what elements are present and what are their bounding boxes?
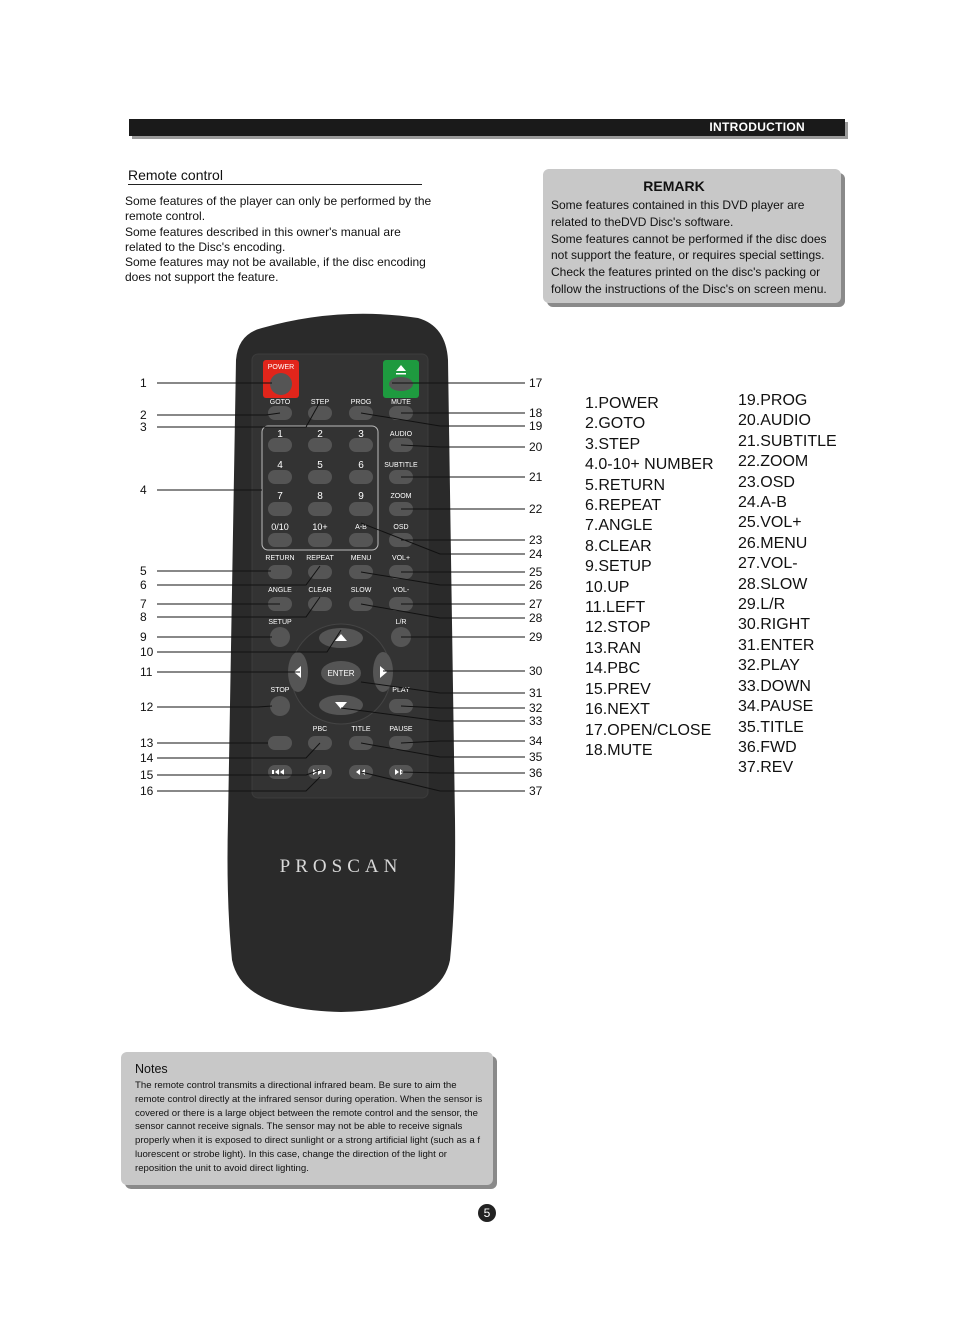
legend-item: 1.POWER: [585, 395, 659, 412]
n4-button[interactable]: [268, 470, 292, 484]
n1-label: 1: [277, 429, 283, 440]
slow-label: SLOW: [350, 587, 372, 594]
callout-number: 6: [140, 578, 147, 592]
callout-number: 25: [529, 565, 543, 579]
legend-item: 15.PREV: [585, 680, 651, 698]
legend-list-left: [585, 394, 714, 761]
stop-button[interactable]: [270, 696, 290, 716]
lr-label: L/R: [395, 619, 407, 626]
callout-number: 33: [529, 714, 543, 728]
legend-item: 33.DOWN: [738, 677, 811, 695]
callout-number: 8: [140, 610, 147, 624]
legend-item: 37.REV: [738, 759, 794, 777]
volup-label: VOL+: [391, 555, 411, 562]
n9-button[interactable]: [349, 502, 373, 516]
callout-number: 17: [529, 376, 543, 390]
ran-button[interactable]: [268, 736, 292, 750]
legend-item: 23.OSD: [738, 473, 795, 491]
ab-button[interactable]: [349, 533, 373, 547]
n5-button[interactable]: [308, 470, 332, 484]
legend-item: 36.FWD: [738, 738, 797, 756]
legend-item: 26.MENU: [738, 534, 808, 552]
callout-number: 30: [529, 664, 543, 678]
legend-item: 17.OPEN/CLOSE: [585, 721, 712, 739]
callout-number: 9: [140, 630, 147, 644]
legend-item: 8.CLEAR: [585, 537, 652, 555]
legend-item: 34.PAUSE: [738, 698, 814, 716]
subtitle-label: SUBTITLE: [384, 462, 418, 469]
n10plus-button[interactable]: [308, 533, 332, 547]
notes-text: The remote control transmits a directional infrared beam. Be sure to aim the remote control directly at the infrared sensor during operation. When the sensor is covered or there is a large object between the remote control and the sensor, the sensor cannot receive signals. The sensor may not be able to receive signals properly when it is exposed to direct sunlight or a strong artificial light (such as a f luorescent or strobe light). In this case, change the direction of the light or reposition the unit to avoid direct lighting.: [135, 1080, 483, 1174]
legend-item: 4.0-10+ NUMBER: [585, 456, 714, 474]
legend-item: 7.ANGLE: [585, 517, 653, 535]
n10-label: 0/10: [271, 522, 289, 532]
callout-number: 14: [140, 751, 154, 765]
legend-item: 3.STEP: [585, 435, 641, 453]
legend-item: 16.NEXT: [585, 701, 650, 719]
legend-item: 25.VOL+: [738, 514, 802, 532]
callout-number: 10: [140, 645, 154, 659]
n10plus-label: 10+: [312, 522, 328, 532]
voldown-label: VOL-: [392, 587, 410, 594]
callout-number: 36: [529, 766, 543, 780]
osd-label: OSD: [393, 524, 409, 531]
callout-number: 12: [140, 700, 154, 714]
legend-item: 13.RAN: [585, 639, 642, 657]
setup-label: SETUP: [268, 619, 292, 626]
legend-item: 22.ZOOM: [738, 453, 809, 471]
n8-label: 8: [317, 491, 323, 502]
legend-item: 30.RIGHT: [738, 616, 811, 634]
callout-number: 5: [140, 564, 147, 578]
legend-item: 12.STOP: [585, 619, 651, 637]
intro-line: Some features may not be available, if the disc encoding does not support the feature.: [125, 255, 426, 285]
repeat-label: REPEAT: [306, 555, 334, 562]
title-label: TITLE: [351, 726, 371, 733]
remark-line: Some features contained in this DVD player are related to theDVD Disc's software.: [551, 198, 805, 229]
callout-line: [401, 772, 525, 773]
callout-number: 35: [529, 750, 543, 764]
callout-number: 4: [140, 483, 147, 497]
notes-title: Notes: [135, 1062, 168, 1076]
open-close-button[interactable]: [389, 377, 413, 391]
callout-number: 21: [529, 470, 543, 484]
legend-item: 27.VOL-: [738, 555, 798, 573]
callout-number: 7: [140, 597, 147, 611]
n1-button[interactable]: [268, 438, 292, 452]
callout-number: 31: [529, 686, 543, 700]
remark-line: Some features cannot be performed if the disc does not support the feature, or requires special settings.: [551, 231, 827, 263]
mute-label: MUTE: [391, 399, 411, 406]
n8-button[interactable]: [308, 502, 332, 516]
n9-label: 9: [358, 491, 364, 502]
prog-label: PROG: [350, 399, 372, 406]
legend-item: 31.ENTER: [738, 636, 815, 654]
section-title: Remote control: [128, 167, 223, 183]
legend-item: 35.TITLE: [738, 718, 804, 736]
legend-item: 9.SETUP: [585, 558, 652, 576]
legend-item: 18.MUTE: [585, 741, 653, 759]
callout-number: 34: [529, 734, 543, 748]
callout-number: 2: [140, 408, 147, 422]
callout-number: 1: [140, 376, 147, 390]
n3-button[interactable]: [349, 438, 373, 452]
stop-label: STOP: [270, 687, 290, 694]
n7-label: 7: [277, 491, 283, 502]
n4-label: 4: [277, 460, 283, 471]
legend-item: 2.GOTO: [585, 415, 646, 433]
legend-item: 10.UP: [585, 578, 630, 596]
n2-button[interactable]: [308, 438, 332, 452]
callout-number: 23: [529, 533, 543, 547]
legend-item: 5.RETURN: [585, 476, 666, 494]
power-label: POWER: [267, 364, 295, 371]
remark-line: Check the features printed on the disc's packing or follow the instructions of the Disc's on screen menu.: [551, 265, 827, 296]
goto-label: GOTO: [269, 399, 291, 406]
legend-item: 29.L/R: [738, 596, 786, 614]
power-button[interactable]: [270, 373, 292, 395]
return-label: RETURN: [265, 555, 295, 562]
menu-label: MENU: [350, 555, 372, 562]
callout-number: 37: [529, 784, 543, 798]
callout-number: 28: [529, 611, 543, 625]
legend-item: 28.SLOW: [738, 575, 808, 593]
intro-line: Some features described in this owner's manual are related to the Disc's encoding.: [125, 224, 401, 254]
n3-label: 3: [358, 429, 364, 440]
remark-title: REMARK: [643, 178, 705, 194]
callout-number: 27: [529, 597, 543, 611]
setup-button[interactable]: [270, 627, 290, 647]
zoom-label: ZOOM: [390, 493, 412, 500]
legend-list-right: [738, 391, 837, 779]
callout-number: 18: [529, 406, 543, 420]
legend-item: 14.PBC: [585, 660, 641, 678]
remote-brand: PROSCAN: [279, 856, 403, 877]
audio-label: AUDIO: [389, 431, 413, 438]
n10-button[interactable]: [268, 533, 292, 547]
n6-button[interactable]: [349, 470, 373, 484]
intro-line: Some features of the player can only be performed by the remote control.: [125, 194, 432, 224]
callout-number: 19: [529, 419, 543, 433]
callout-number: 3: [140, 420, 147, 434]
notes-box: [121, 1052, 493, 1185]
callout-number: 13: [140, 736, 154, 750]
legend-item: 21.SUBTITLE: [738, 432, 837, 450]
n6-label: 6: [358, 460, 364, 471]
return-button[interactable]: [268, 565, 292, 579]
callout-number: 16: [140, 784, 154, 798]
legend-item: 11.LEFT: [585, 599, 646, 617]
legend-item: 24.A-B: [738, 494, 787, 512]
legend-item: 20.AUDIO: [738, 412, 811, 430]
header-title: INTRODUCTION: [709, 120, 805, 134]
legend-item: 6.REPEAT: [585, 497, 662, 515]
callout-number: 22: [529, 502, 543, 516]
callout-number: 20: [529, 440, 543, 454]
clear-label: CLEAR: [308, 587, 332, 594]
pause-label: PAUSE: [389, 726, 413, 733]
ab-label: A-B: [355, 524, 367, 531]
callout-number: 29: [529, 630, 543, 644]
pbc-label: PBC: [312, 726, 328, 733]
page-number: 5: [478, 1204, 496, 1222]
play-label: PLAY: [392, 687, 410, 694]
n7-button[interactable]: [268, 502, 292, 516]
step-label: STEP: [310, 399, 330, 406]
n5-label: 5: [317, 460, 323, 471]
legend-item: 32.PLAY: [738, 657, 800, 675]
callout-number: 11: [140, 665, 153, 679]
n2-label: 2: [317, 429, 323, 440]
callout-number: 26: [529, 578, 543, 592]
enter-label: ENTER: [327, 669, 355, 678]
callout-number: 24: [529, 547, 543, 561]
angle-label: ANGLE: [268, 587, 292, 594]
legend-item: 19.PROG: [738, 392, 808, 409]
callout-number: 32: [529, 701, 543, 715]
callout-number: 15: [140, 768, 154, 782]
